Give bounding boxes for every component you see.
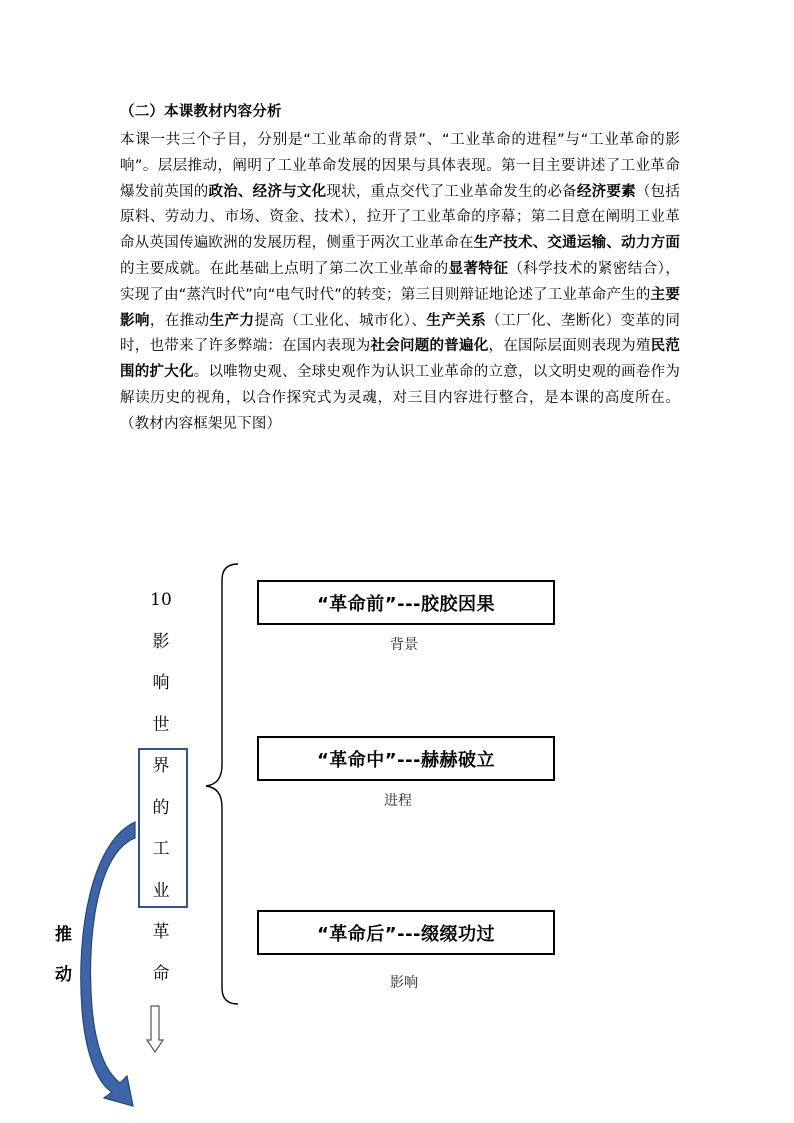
text-run: 的主要成就。在此基础上点明了第二次工业革命的 bbox=[120, 260, 449, 277]
vertical-char: 的 bbox=[152, 797, 170, 818]
text-run: 。以唯物史观、全球史观作为认识工业革命的立意，以文明史观的画卷作为解读历史的视角，以合作探究式为灵魂，对三目内容进行整合，是本课的高度所在。（教材内容框架见下图） bbox=[120, 364, 681, 432]
vertical-char: 业 bbox=[152, 880, 170, 901]
vertical-char: 命 bbox=[152, 963, 170, 984]
text-run: （包括原料、劳动力、市场、资金、技术），拉开了工业革命的序幕；第二目意在阐明工业革命从英国传遍欧洲的发展历程，侧重于两次工业革命在 bbox=[120, 183, 680, 252]
bold-run: 主要影响 bbox=[120, 286, 680, 329]
vertical-char: 响 bbox=[152, 673, 170, 693]
bold-run: 生产力 bbox=[209, 312, 255, 329]
bold-run: 生产关系 bbox=[426, 312, 487, 329]
vertical-char: 界 bbox=[152, 756, 170, 776]
vertical-char: 10 bbox=[150, 590, 172, 610]
side-label-char: 动 bbox=[55, 965, 72, 985]
side-label-char: 推 bbox=[55, 925, 72, 945]
bold-run: 政治、经济与文化 bbox=[208, 183, 327, 200]
text-run: （工厂化、垄断化）变革的同时，也带来了许多弊端：在国内表现为 bbox=[120, 312, 681, 355]
vertical-char: 影 bbox=[152, 631, 170, 652]
text-run: 提高（工业化、城市化）、 bbox=[254, 312, 427, 329]
bold-run: 民范围的扩大化 bbox=[120, 338, 680, 381]
bold-run: 生产技术、交通运输、动力方面 bbox=[473, 235, 680, 252]
text-run: 现状，重点交代了工业革命发生的必备 bbox=[326, 183, 577, 200]
vertical-char: 世 bbox=[152, 714, 170, 735]
stage-caption-process: 进程 bbox=[384, 793, 412, 809]
down-arrow-icon bbox=[147, 1006, 163, 1052]
stage-caption-impact: 影响 bbox=[390, 975, 418, 991]
text-run: ，在推动 bbox=[149, 312, 210, 329]
vertical-char: 工 bbox=[152, 839, 170, 859]
vertical-char: 革 bbox=[152, 922, 170, 942]
text-run: ，在国际层面则表现为殖 bbox=[488, 338, 651, 355]
stage-caption-background: 背景 bbox=[390, 637, 418, 653]
bold-run: 社会问题的普遍化 bbox=[370, 338, 489, 355]
stage-title: “革命前”---胶胶因果 bbox=[316, 593, 496, 615]
stage-title: “革命后”---缀缀功过 bbox=[316, 923, 496, 945]
bold-run: 经济要素 bbox=[576, 183, 636, 200]
text-run: （科学技术的紧密结合），实现了由“蒸汽时代”向“电气时代”的转变；第三目则辩证地论述了工业革命产生的 bbox=[120, 260, 680, 303]
bold-run: 显著特征 bbox=[448, 260, 509, 277]
text-run: 本课一共三个子目，分别是“工业革命的背景”、“工业革命的进程”与“工业革命的影响”。层层推动，阐明了工业革命发展的因果与具体表现。第一目主要讲述了工业革命爆发前英国的 bbox=[120, 132, 680, 200]
curved-arrow-body bbox=[81, 822, 135, 1106]
section-heading: （二）本课教材内容分析 bbox=[120, 104, 282, 120]
stage-title: “革命中”---赫赫破立 bbox=[316, 749, 496, 771]
